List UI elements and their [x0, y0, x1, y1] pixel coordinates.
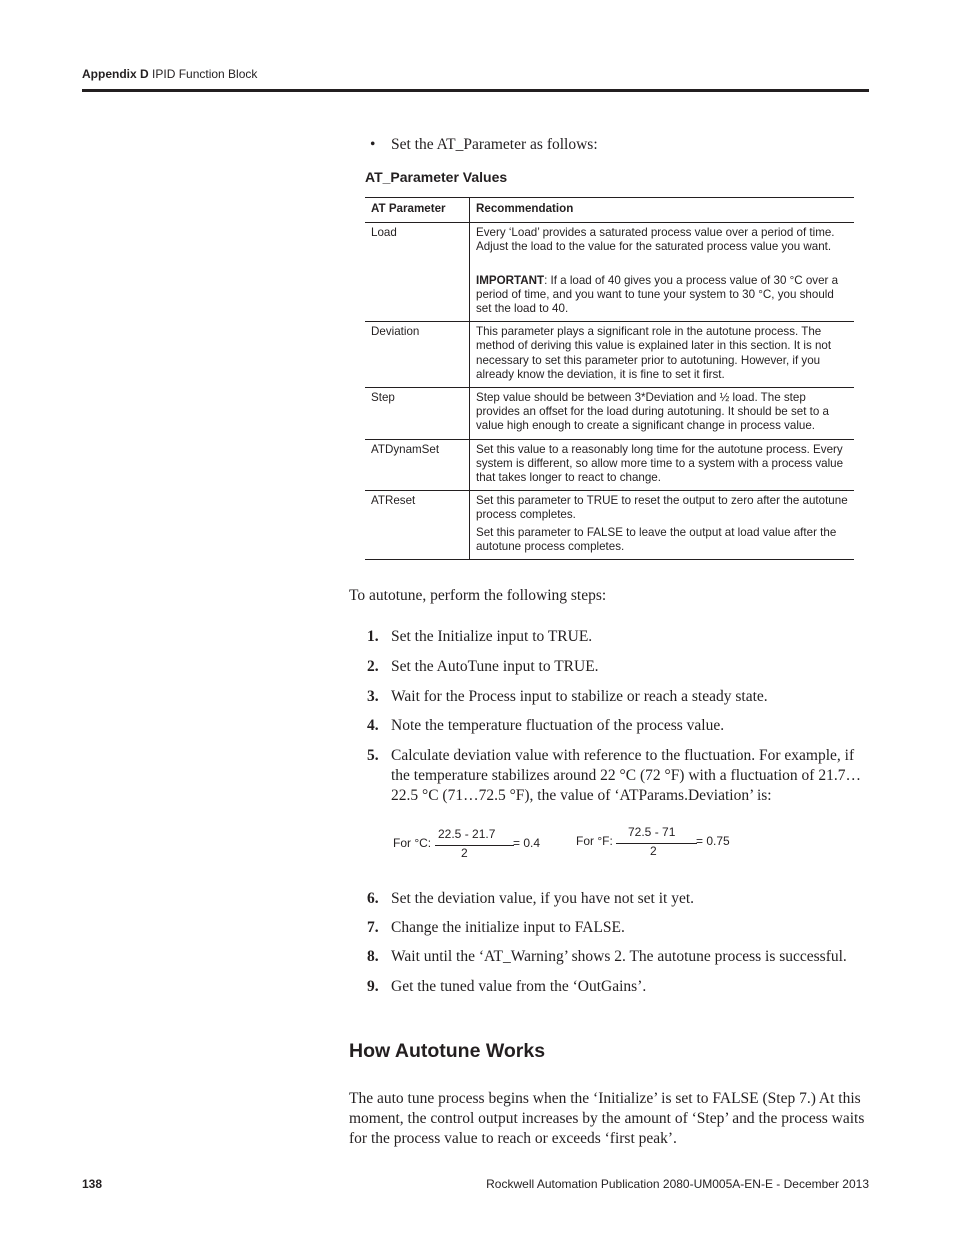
formula-denominator: 2 — [650, 844, 657, 858]
list-item — [349, 977, 871, 997]
table-row — [365, 491, 854, 560]
recommendation-text: Set this parameter to TRUE to reset the output to zero after the autotune process completes. — [476, 494, 848, 522]
list-item — [349, 918, 871, 938]
formula-result: = 0.75 — [696, 834, 730, 848]
table-row — [365, 439, 854, 491]
bullet-item — [370, 136, 598, 154]
step-text: Change the initialize input to FALSE. — [391, 919, 625, 936]
parameter-name: ATReset — [365, 491, 470, 560]
parameter-name: ATDynamSet — [365, 439, 470, 491]
appendix-label: Appendix D — [82, 67, 149, 81]
page-number: 138 — [82, 1177, 103, 1191]
bullet-symbol: • — [370, 136, 376, 153]
formula-numerator: 72.5 - 71 — [628, 825, 676, 839]
fraction-bar — [435, 845, 514, 846]
recommendation-text: Every ‘Load’ provides a saturated process value over a period of time. Adjust the load to the value for the saturated process value you want. — [476, 226, 835, 254]
table-caption: AT_Parameter Values — [365, 169, 508, 185]
recommendation-text: Set this value to a reasonably long time for the autotune process. Every system is different, so allow more time to a system with a process value that takes longer to react to change. — [470, 439, 855, 491]
steps-list-continued — [349, 889, 871, 997]
formula-label: For °C: — [393, 836, 432, 850]
parameter-name: Deviation — [365, 322, 470, 388]
step-number: 1. — [367, 628, 379, 645]
step-text: Set the AutoTune input to TRUE. — [391, 658, 599, 675]
important-label: IMPORTANT — [476, 273, 545, 287]
table-header-row — [365, 198, 854, 223]
bullet-text: Set the AT_Parameter as follows: — [391, 136, 598, 153]
appendix-title: IPID Function Block — [152, 67, 258, 81]
running-header — [82, 67, 257, 81]
step-text: Set the Initialize input to TRUE. — [391, 628, 593, 645]
step-number: 8. — [367, 948, 379, 965]
recommendation-cell — [470, 223, 855, 322]
step-text: Calculate deviation value with reference to the fluctuation. For example, if the temperature stabilizes around 22 °C (72 °F) with a fluctuation of 21.7…22.5 °C (71…72.5 °F), the value of ‘ATParams.Deviation’ is: — [391, 747, 861, 804]
important-note — [476, 274, 848, 317]
steps-intro: To autotune, perform the following steps: — [349, 587, 607, 604]
steps-list — [349, 627, 871, 806]
list-item — [349, 687, 871, 707]
step-text: Note the temperature fluctuation of the process value. — [391, 717, 725, 734]
step-text: Set the deviation value, if you have not set it yet. — [391, 890, 695, 907]
step-number: 3. — [367, 688, 379, 705]
header-rule — [82, 89, 869, 92]
step-number: 5. — [367, 747, 379, 764]
publication-info: Rockwell Automation Publication 2080-UM005A-EN-E - December 2013 — [486, 1177, 869, 1191]
step-number: 7. — [367, 919, 379, 936]
table-row — [365, 388, 854, 440]
formula-result: = 0.4 — [513, 836, 541, 850]
section-paragraph: The auto tune process begins when the ‘Initialize’ is set to FALSE (Step 7.) At this moment, the control output increases by the amount of ‘Step’ and the process waits for the process value to reach or exceeds ‘first peak’. — [349, 1090, 865, 1147]
formula-denominator: 2 — [461, 846, 468, 860]
step-text: Wait for the Process input to stabilize or reach a steady state. — [391, 688, 768, 705]
at-parameter-table — [365, 197, 854, 560]
column-header: AT Parameter — [365, 198, 470, 223]
step-number: 9. — [367, 978, 379, 995]
recommendation-text: Step value should be between 3*Deviation and ½ load. The step provides an offset for the load during autotuning. It should be set to a value high enough to create a significant change in process value. — [470, 388, 855, 440]
recommendation-text-2: Set this parameter to FALSE to leave the output at load value after the autotune process completes. — [476, 525, 837, 553]
step-number: 4. — [367, 717, 379, 734]
formula-label: For °F: — [576, 834, 613, 848]
list-item — [349, 657, 871, 677]
section-heading: How Autotune Works — [349, 1040, 546, 1062]
column-header: Recommendation — [470, 198, 855, 223]
recommendation-text: This parameter plays a significant role in the autotune process. The method of deriving this value is explained later in this section. It is not necessary to set this parameter prior to autotuning. However, if you already know the deviation, it is fine to set it first. — [470, 322, 855, 388]
step-number: 2. — [367, 658, 379, 675]
list-item — [349, 627, 871, 647]
list-item — [349, 889, 871, 909]
list-item — [349, 716, 871, 736]
step-number: 6. — [367, 890, 379, 907]
step-text: Wait until the ‘AT_Warning’ shows 2. The autotune process is successful. — [391, 948, 847, 965]
list-item — [349, 746, 871, 806]
table-row — [365, 223, 854, 322]
parameter-name: Load — [365, 223, 470, 322]
step-text: Get the tuned value from the ‘OutGains’. — [391, 978, 647, 995]
parameter-name: Step — [365, 388, 470, 440]
recommendation-cell — [470, 491, 855, 560]
table-row — [365, 322, 854, 388]
important-text: : If a load of 40 gives you a process value of 30 °C over a period of time, and you want to tune your system to 30 °C, you should set the load to 40. — [476, 273, 839, 316]
formula-numerator: 22.5 - 21.7 — [438, 827, 496, 841]
list-item — [349, 947, 871, 967]
